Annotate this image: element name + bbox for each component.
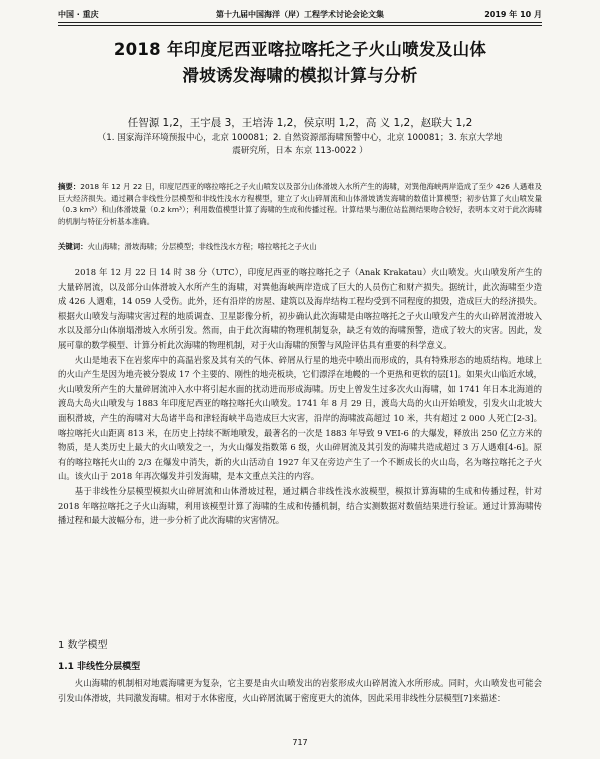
affiliation-line-1: （1. 国家海洋环境预报中心，北京 100081；2. 自然资源部海啸预警中心，北京 100081；3. 东京大学地 bbox=[97, 133, 503, 143]
header-date: 2019 年 10 月 bbox=[484, 10, 542, 19]
keywords-text: 火山海啸；滑坡海啸；分层模型；非线性浅水方程；喀拉喀托之子火山 bbox=[87, 242, 317, 251]
abstract-label: 摘要： bbox=[58, 182, 81, 191]
affiliations bbox=[78, 132, 522, 158]
header-rule-thick bbox=[58, 22, 542, 23]
paper-title bbox=[58, 37, 542, 89]
keywords bbox=[58, 241, 542, 253]
title-line-2: 滑坡诱发海啸的模拟计算与分析 bbox=[182, 66, 418, 85]
header-location: 中国 · 重庆 bbox=[58, 10, 99, 19]
keywords-label: 关键词： bbox=[58, 242, 88, 251]
subsection-heading: 1.1 非线性分层模型 bbox=[58, 662, 141, 672]
paragraph-2: 火山是地表下在岩浆库中的高温岩浆及其有关的气体、碎屑从行星的地壳中喷出而形成的，具有特殊形态的地质结构。地球上的火山产生是因为地壳被分裂成 17 个主要的、刚性的地壳板块，它们漂浮在地幔的一个更热和更软的层[1]。如果火山临近水域，火山喷发所产生的大量碎屑流冲入水中将引起水面的扰动进而形成海啸。历史上曾发生过多次火山海啸，如 1741 年日本北海道的渡岛大岛火山喷发与 1883 年印度尼西亚的喀拉喀托火山喷发。1741 年 8 月 29 日，渡岛大岛的火山开始喷发，引发火山北坡大面积滑坡，产生的海啸对大岛诸半岛和津轻海峡半岛造成巨大灾害，沿岸的海啸波高超过 10 米，共有超过 2 000 人死亡[2-3]。喀拉喀托火山距离 813 米，在历史上持续不断地喷发，最著名的一次是 1883 年导致 9 VEI-6 的大爆发，释放出 250 亿立方米的物质，是人类历史上最大的火山喷发之一，为火山爆发指数第 6 级，火山碎屑流及其引发的海啸共造成超过 3 万人遇难[4-6]。原有的喀拉喀托火山的 2/3 在爆发中消失，新的火山活动自 1927 年又在旁边产生了一个不断成长的火山岛，名为喀拉喀托之子火山。该火山于 2018 年再次爆发并引发海啸，是本文重点关注的内容。 bbox=[58, 354, 542, 482]
title-line-1: 2018 年印度尼西亚喀拉喀托之子火山喷发及山体 bbox=[113, 40, 487, 59]
introduction-body bbox=[58, 265, 542, 528]
header-proceedings: 第十九届中国海洋（岸）工程学术讨论会论文集 bbox=[216, 10, 384, 19]
header-rule-thin bbox=[58, 25, 542, 26]
running-header bbox=[58, 9, 542, 22]
page-number: 717 bbox=[292, 738, 308, 747]
affiliation-line-2: 震研究所，日本 东京 113-0022 ） bbox=[232, 146, 368, 156]
model-body bbox=[58, 676, 542, 705]
section-heading: 1 数学模型 bbox=[58, 640, 108, 651]
paragraph-3: 基于非线性分层模型模拟火山碎屑流和山体滑坡过程，通过耦合非线性浅水波模型，模拟计算海啸的生成和传播过程，针对 2018 年喀拉喀托之子火山海啸，利用该模型计算了海啸的生成和传播机制，结合实测数据对数值结果进行验证。通过计算海啸传播过程和最大波幅分布，进一步分析了此次海啸的灾害情况。 bbox=[58, 485, 542, 526]
model-paragraph-1: 火山海啸的机制相对地震海啸更为复杂，它主要是由火山喷发出的岩浆形成火山碎屑流入水所形成。同时，火山喷发也可能会引发山体滑坡，共同激发海啸。相对于水体密度，火山碎屑流属于密度更大的流体，因此采用非线性分层模型[7]来描述： bbox=[58, 678, 542, 703]
paragraph-1: 2018 年 12 月 22 日 14 时 38 分（UTC），印度尼西亚的喀拉喀托之子（Anak Krakatau）火山喷发。火山喷发所产生的大量碎屑流，以及部分山体滑坡入水所产生的海啸，对巽他海峡两岸造成了巨大的人员伤亡和财产损失。据统计，此次海啸至少造成 426 人遇难，14 059 人受伤。此外，还有沿岸的房屋、建筑以及海岸结构工程均受到不同程度的损毁，造成巨大的经济损失。根据火山喷发与海啸灾害过程的地质调查、卫星影像分析，初步确认此次海啸是由喀拉喀托之子火山喷发产生的火山碎屑流滑坡入水以及部分山体崩塌滑坡入水所引发。然而，由于此次海啸的物理机制复杂，缺乏有效的海啸预警，造成了较大的灾害。因此，发展可靠的数学模型、计算分析此次海啸的物理机制，对于火山海啸的预警与风险评估具有重要的科学意义。 bbox=[58, 267, 542, 350]
abstract-text: 2018 年 12 月 22 日，印度尼西亚的喀拉喀托之子火山喷发以及部分山体滑坡入水所产生的海啸，对巽他海峡两岸造成了至少 426 人遇难及巨大经济损失。通过耦合非线性分层模型和非线性浅水方程模型，建立了火山碎屑流和山体滑坡诱发海啸的数值计算模型；初步估算了火山喷发量（0.3 km³）和山体滑坡量（0.2 km³）；利用数值模型计算了海啸的生成和传播过程。计算结果与潮位站监测结果吻合较好，表明本文对于此次海啸的机制与特征分析基本准确。 bbox=[58, 182, 542, 226]
author-list: 任智源 1,2，王宇晨 3，王培涛 1,2，侯京明 1,2，高 义 1,2，赵联大 1,2 bbox=[127, 117, 473, 129]
abstract bbox=[58, 181, 542, 227]
